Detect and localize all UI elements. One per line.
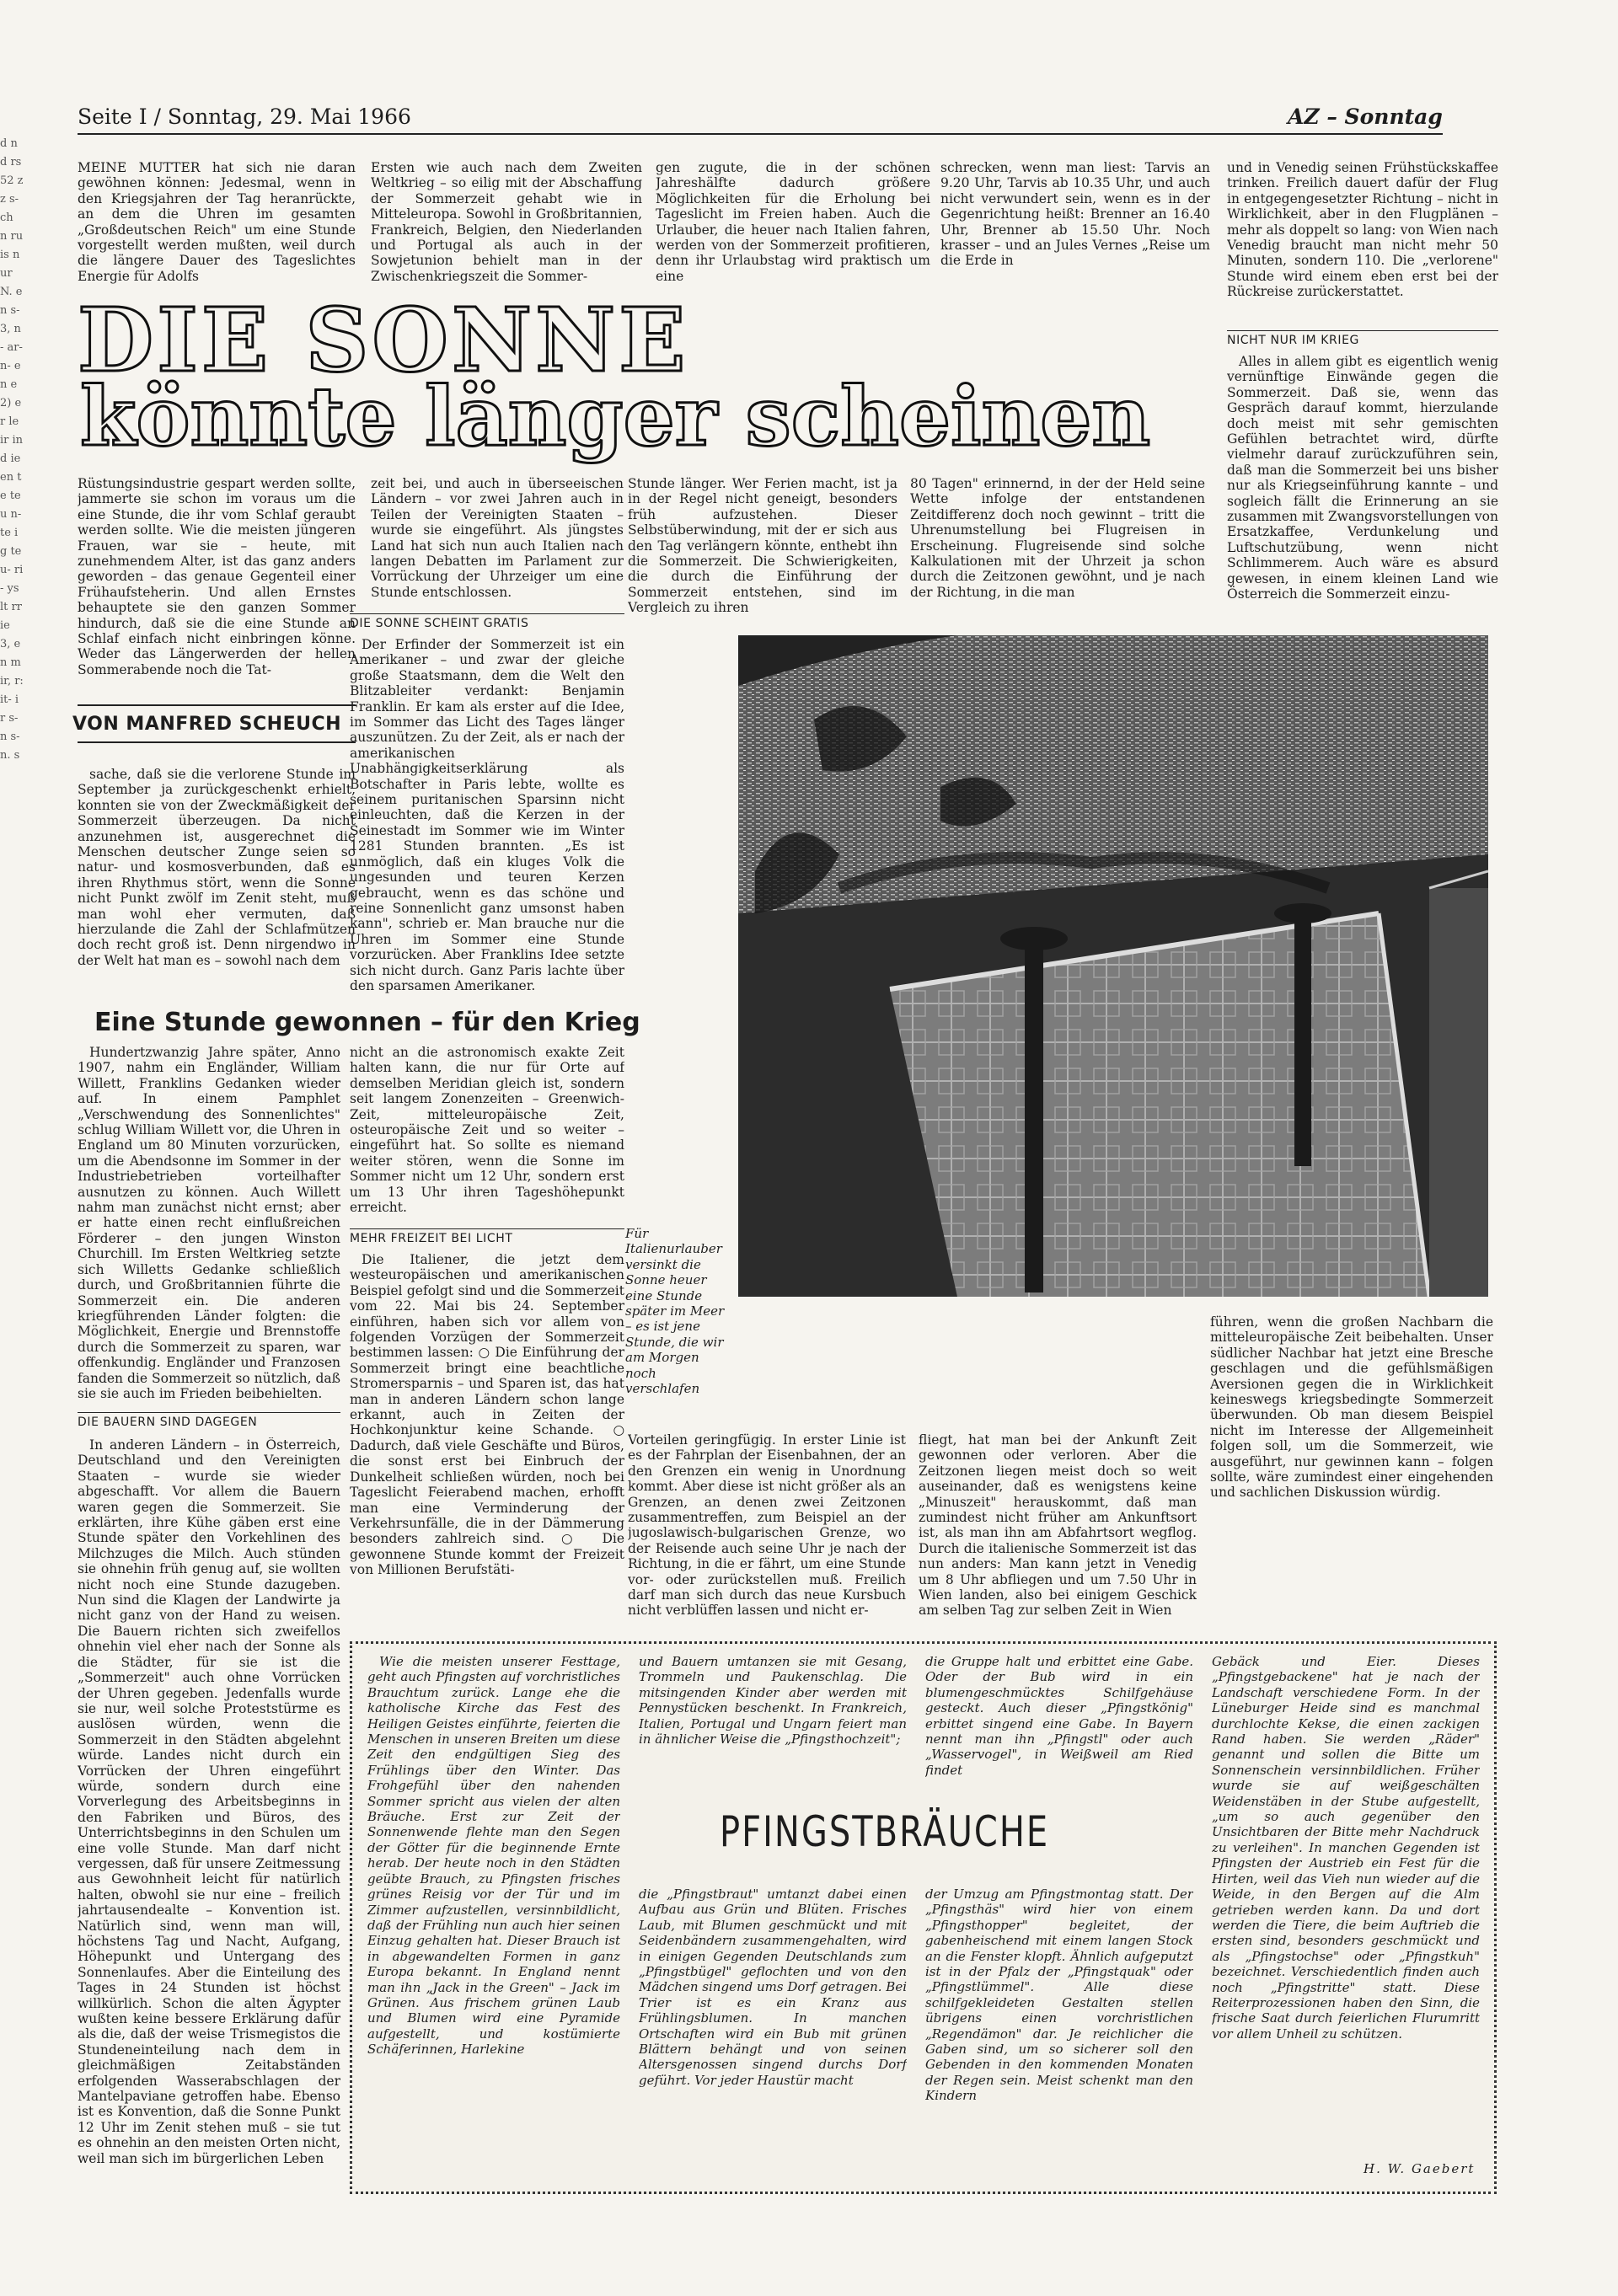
top-column-1 — [78, 160, 356, 286]
pfingstbraeuche-title: PFINGSTBRÄUCHE — [720, 1808, 1050, 1857]
lower-column-2-text: nicht an die astronomisch exakte Zeit halten kann, die nur für Orte auf demselben Meridian gleich ist, sondern seit langem Zonenzeiten – Greenwich-Zeit, mitteleuropäische Zeit, osteuropäische Zeit und so weiter – eingeführt hat. So sollte es niemand weiter stören, wenn die Sonne im Sommer nicht um 12 Uhr, sondern erst um 13 Uhr ihren Tageshöhepunkt erreicht. — [350, 1045, 624, 1216]
box-column-4-text: Gebäck und Eier. Dieses „Pfingstgebackene" hat je nach der Landschaft verschiedene Form. In der Lüneburger Heide sind es manchmal durchlochte Kekse, die einen zackigen Rand haben. Sie werden „Räder" genannt und sollen die Bitte um Sonnenschein versinnbildlichen. Früher wurde sie auf weißgeschälten Weidenstäben in der Stube aufgestellt, „um so auch gegenüber den Unsichtbaren der Bitte mehr Nachdruck zu verleihen". In manchen Gegenden ist Pfingsten der Austrieb ein Fest für die Hirten, weil das Vieh nun wieder auf die Weide, in den Bergen auf die Alm getrieben werden kann. Da und dort werden die Tiere, die beim Auftrieb die ersten sind, besonders geschmückt und als „Pfingstochse" oder „Pfingstkuh" bezeichnet. Verschiedentlich finden auch noch „Pfingstritte" statt. Diese Reiterprozessionen haben den Sinn, die frische Saat durch feierlichen Flurumritt vor allem Unheil zu schützen. — [1212, 1654, 1480, 2042]
box-column-2 — [639, 1654, 907, 1799]
lower-column-4-text: fliegt, hat man bei der Ankunft Zeit gewonnen oder verloren. Aber die Zeitzonen liegen meist doch so weit auseinander, daß es wenigstens keine „Minuszeit" herauskommt, daß man zumindest nicht früher am Ankunftsort ist, als man ihn am Abfahrtsort wegflog. Durch die italienische Sommerzeit ist das nun anders: Man kann jetzt in Venedig um 8 Uhr abfliegen und um 7.50 Uhr in Wien landen, also bei einigem Geschick am selben Tag zur selben Zeit in Wien — [919, 1432, 1197, 1619]
photo-illustration — [738, 635, 1488, 1297]
lower-column-5-text: führen, wenn die großen Nachbarn die mitteleuropäische Zeit beibehalten. Unser südlicher Nachbar hat jetzt eine Bresche geschlagen und die gefühlsmäßigen Aversionen gegen die in Wirklichkeit keineswegs kriegsbedingte Sommerzeit überwunden. Ob man diesem Beispiel nicht im Interesse der Allgemeinheit folgen soll, um die Sommerzeit, wie ausgeführt, nur gewinnen kann – folgen sollte, wäre zumindest einer eingehenden und sachlichen Diskussion würdig. — [1210, 1314, 1493, 1501]
box-column-3 — [925, 1654, 1193, 1799]
lower-column-2b — [350, 1252, 624, 1635]
right-column — [1227, 354, 1498, 632]
top-column-5-text: und in Venedig seinen Frühstückskaffee trinken. Freilich dauert dafür der Flug in entgegengesetzter Richtung – nicht in Wirklichkeit, aber in den Flugplänen – mehr als doppelt so lang: von Wien nach Venedig braucht man nicht mehr 50 Minuten, sondern 110. Die „verlorene" Stunde wird einem eben erst bei der Rückreise zurückerstattet. — [1227, 160, 1498, 300]
subhead-mehr-freizeit-bei-licht: MEHR FREIZEIT BEI LICHT — [350, 1228, 624, 1245]
box-author: H. W. Gaebert — [1364, 2161, 1476, 2176]
top-column-2-text: Ersten wie auch nach dem Zweiten Weltkrieg – so eilig mit der Abschaffung der Sommerzeit gehabt wie in Mitteleuropa. Sowohl in Großbritannien, Frankreich, Belgien, den Niederlanden und Portugal als auch in der Sowjetunion behielt man in der Zwischenkriegszeit die Sommer- — [371, 160, 642, 284]
box-column-1-text: Wie die meisten unserer Festtage, geht auch Pfingsten auf vorchristliches Brauchtum zurück. Lange ehe die katholische Kirche das Fest des Heiligen Geistes einführte, feierten die Menschen in unseren Breiten um diese Zeit den endgültigen Sieg des Frühlings über den Winter. Das Frohgefühl über den nahenden Sommer spricht aus vielen der alten Bräuche. Erst zur Zeit der Sonnenwende flehte man den Segen der Götter für die beginnende Ernte herab. Der heute noch in den Städten geübte Brauch, zu Pfingsten frisches grünes Reisig vor der Tür und im Zimmer aufzustellen, versinnbildlicht, daß der Frühling nun auch hier seinen Einzug gehalten hat. Dieser Brauch ist in abgewandelten Formen in ganz Europa bekannt. In England nennt man ihn „Jack in the Green" – Jack im Grünen. Aus frischem grünen Laub und Blumen wird eine Pyramide aufgestellt, und kostümierte Schäferinnen, Harlekine — [367, 1654, 620, 2058]
top-column-2 — [371, 160, 642, 286]
middle-column-4a — [910, 476, 1205, 619]
middle-column-2a — [371, 476, 624, 602]
lower-column-1-text: Hundertzwanzig Jahre später, Anno 1907, nahm ein Engländer, William Willett, Franklins Gedanken wieder auf. In einem Pamphlet „Verschwendung des Sonnenlichtes" schlug William Willett vor, die Uhren in England um 80 Minuten vorzurücken, um die Abendsonne im Sommer in der Industriebetrieben vorteilhafter ausnutzen zu können. Auch Willett nahm man zunächst nicht ernst; aber er hatte einen recht einflußreichen Förderer – den jungen Winston Churchill. Im Ersten Weltkrieg setzte sich Willetts Gedanke schließlich durch, und Großbritannien führte die Sommerzeit ein. Die anderen kriegführenden Länder folgten: die Möglichkeit, Energie und Brennstoffe durch die Sommerzeit zu sparen, war offenkundig. Engländer und Franzosen fanden die Sommerzeit so nützlich, daß sie sie auch im Frieden beibehielten. — [78, 1045, 340, 1401]
middle-column-2a-text: zeit bei, und auch in überseeischen Ländern – vor zwei Jahren auch in Teilen der Vereinigten Staaten – wurde sie eingeführt. Als jüngstes Land hat sich nun auch Italien nach langen Debatten im Parlament zur Vorrückung der Uhrzeiger um eine Stunde entschlossen. — [371, 476, 624, 600]
lower-column-3-text: Vorteilen geringfügig. In erster Linie ist es der Fahrplan der Eisenbahnen, der an den Grenzen ein wenig in Unordnung kommt. Aber diese ist nicht größer als an Grenzen, an denen zwei Zeitzonen zusammentreffen, zum Beispiel an der jugoslawisch-bulgarischen Grenze, wo der Reisende auch seine Uhr je nach der Richtung, in die er fährt, um eine Stunde vor- oder zurückstellen muß. Freilich darf man sich durch das neue Kursbuch nicht verblüffen lassen und nicht er- — [628, 1432, 906, 1619]
top-column-5 — [1227, 160, 1498, 320]
headline-line-2: könnte länger scheinen — [80, 369, 1151, 464]
box-column-2b — [639, 1887, 907, 2181]
byline-rule-top — [78, 704, 356, 706]
middle-column-1a — [78, 476, 356, 697]
margin-strip: d n d rs 52 zz s- ch n ru is n ur N. en s- 3, n- ar- n- en e 2) er le ir in d ie en te te u n- te ig te u- ri- ys lt rr ie 3, e n m ir, r: it- ir s- n s- n. s — [0, 137, 24, 762]
top-column-4-text: schrecken, wenn man liest: Tarvis an 9.20 Uhr, Tarvis ab 10.35 Uhr, und auch nicht verwundert sein, wenn es in der Gegenrichtung heißt: Brenner an 16.40 Uhr, Brenner ab 15.50 Uhr. Noch krasser – und an Jules Vernes „Reise um die Erde in — [940, 160, 1210, 269]
subhead-die-sonne-scheint-gratis: DIE SONNE SCHEINT GRATIS — [350, 613, 624, 630]
box-column-2b-text: die „Pfingstbraut" umtanzt dabei einen Aufbau aus Grün und Blüten. Frisches Laub, mit Blumen geschmückt und mit Seidenbändern zusammengehalten, wird in einigen Gegenden Deutschlands zum „Pfingstbügel" geflochten und von den Mädchen singend ums Dorf getragen. Bei Trier ist es ein Kranz aus Frühlingsblumen. In manchen Ortschaften wird ein Bub mit grünen Blättern behängt und von seinen Altersgenossen singend durchs Dorf geführt. Vor jeder Haustür macht — [639, 1887, 907, 2088]
box-column-3-text: die Gruppe halt und erbittet eine Gabe. Oder der Bub wird in ein blumengeschmücktes Schilfgehäuse gesteckt. Auch dieser „Pfingstkönig" erbittet singend eine Gabe. In Bayern nennt man ihn „Pfingstl" oder auch „Wasservogel", in Weißweil am Ried findet — [925, 1654, 1193, 1778]
pfingstbraeuche-box — [350, 1641, 1497, 2194]
photo-venice-square — [738, 635, 1488, 1297]
byline: VON MANFRED SCHEUCH — [72, 714, 342, 735]
middle-column-3a — [628, 476, 897, 619]
byline-rule-bottom — [78, 741, 356, 743]
middle-column-1b — [78, 767, 356, 994]
middle-column-4a-text: 80 Tagen" erinnernd, in der der Held seine Wette infolge der entstandenen Zeitdifferenz doch noch gewinnt – tritt die Uhrenumstellung bei Flugreisen in Erscheinung. Flugreisende sind solche Kalkulationen mit der Uhrzeit ja schon durch die Zeitzonen gewöhnt, und je nach der Richtung, in die man — [910, 476, 1205, 600]
box-column-3b-text: der Umzug am Pfingstmontag statt. Der „Pfingsthäs" wird hier von einem „Pfingsthopper" begleitet, der gabenheischend mit einem langen Stock an die Fenster klopft. Ähnlich aufgeputzt ist in der Pfalz der „Pfingstquak" oder „Pfingstlümmel". Alle diese schilfgekleideten Gestalten stellen übrigens einen vorchristlichen „Regendämon" dar. Je reichlicher die Gaben sind, um so sicherer soll den Gebenden in den kommenden Monaten der Regen sein. Meist schenkt man den Kindern — [925, 1887, 1193, 2104]
lower-column-2b-text: Die Italiener, die jetzt dem westeuropäischen und amerikanischen Beispiel gefolgt sind und die Sommerzeit vom 22. Mai bis 24. September einführen, haben sich vor allem von folgenden Vorzügen der Sommerzeit bestimmen lassen: ○ Die Einführung der Sommerzeit bringt eine beachtliche Stromersparnis – und Sparen ist, das hat man in anderen Ländern schon lange erkannt, auch in Zeiten der Hochkonjunktur keine Schande. ○ Dadurch, daß viele Geschäfte und Büros, die sonst erst bei Einbruch der Dunkelheit schließen würden, noch bei Tageslicht Feierabend machen, erhofft man eine Verminderung der Verkehrsunfälle, die in der Dämmerung besonders zahlreich sind. ○ Die gewonnene Stunde kommt der Freizeit von Millionen Berufstäti- — [350, 1252, 624, 1578]
top-column-3-text: gen zugute, die in der schönen Jahreshälfte dadurch größere Möglichkeiten für die Erholung bei Tageslicht im Freien haben. Auch die Urlauber, die heuer nach Italien fahren, werden von der Sommerzeit profitieren, denn ihr Urlaubstag wird praktisch um eine — [656, 160, 930, 284]
middle-column-1b-text: sache, daß sie die verlorene Stunde im September ja zurückgeschenkt erhielt, konnten sie von der Zweckmäßigkeit der Sommerzeit überzeugen. Da nicht anzunehmen ist, ausgerechnet die Menschen deutscher Zunge seien so natur- und kosmosverbunden, daß es ihren Rhythmus stört, wenn die Sonne nicht Punkt zwölf im Zenit steht, muß man wohl eher vermuten, daß hierzulande die Zahl der Schlafmützen doch recht groß ist. Denn nirgendwo in der Welt hat man es – sowohl nach dem — [78, 767, 356, 968]
lower-column-5 — [1210, 1314, 1493, 1633]
page-header-right: AZ – Sonntag — [1288, 104, 1443, 129]
page-header-left: Seite I / Sonntag, 29. Mai 1966 — [78, 104, 411, 129]
lower-column-2 — [350, 1045, 624, 1222]
top-column-4 — [940, 160, 1210, 286]
subhead-nicht-nur-im-krieg: NICHT NUR IM KRIEG — [1227, 330, 1498, 347]
box-column-1 — [367, 1654, 620, 2180]
lower-column-1b — [78, 1437, 340, 2267]
box-column-4 — [1212, 1654, 1480, 2160]
middle-column-2b-text: Der Erfinder der Sommerzeit ist ein Amerikaner – und zwar der gleiche große Staatsmann, dem die Welt den Blitzableiter verdankt: Benjamin Franklin. Er kam als erster auf die Idee, im Sommer das Licht des Tages länger auszunützen. Zu der Zeit, als er nach der amerikanischen Unabhängigkeitserklärung als Botschafter in Paris lebte, wollte es seinem puritanischen Sparsinn nicht einleuchten, daß die Kerzen in der Seinestadt im Sommer wie im Winter 1281 Stunden brannten. „Es ist unmöglich, daß ein kluges Volk die ungesunden und teuren Kerzen gebraucht, wenn es das schöne und reine Sonnenlicht ganz umsonst haben kann", schrieb er. Man brauche nur die Uhren im Sommer eine Stunde vorzurücken. Aber Franklins Idee setzte sich nicht durch. Ganz Paris lachte über den sparsamen Amerikaner. — [350, 637, 624, 993]
header-rule — [78, 133, 1443, 135]
box-column-2-text: und Bauern umtanzen sie mit Gesang, Trommeln und Paukenschlag. Die mitsingenden Kinder aber werden mit Pennystücken beschenkt. In Frankreich, Italien, Portugal und Ungarn feiert man in ähnlicher Weise die „Pfingsthochzeit"; — [639, 1654, 907, 1747]
middle-column-1a-text: Rüstungsindustrie gespart werden sollte, jammerte sie schon im voraus um die eine Stunde, die ihr vom Schlaf geraubt werden sollte. Wie die meisten jüngeren Frauen, war sie – heute, mit zunehmendem Alter, ist das ganz anders geworden – das genaue Gegenteil einer Frühaufsteherin. Und allen Ernstes behauptete sie den ganzen Sommer hindurch, daß sie die eine Stunde an Schlaf einfach nicht einbringen könne. Weder das Längerwerden der hellen Sommerabende noch die Tat- — [78, 476, 356, 677]
lower-column-3 — [628, 1432, 906, 1633]
subhead-die-bauern-sind-dagegen: DIE BAUERN SIND DAGEGEN — [78, 1412, 340, 1429]
middle-column-2b — [350, 637, 624, 994]
section-title: Eine Stunde gewonnen – für den Krieg — [94, 1008, 640, 1037]
box-column-3b — [925, 1887, 1193, 2181]
right-column-text: Alles in allem gibt es eigentlich wenig vernünftige Einwände gegen die Sommerzeit. Daß sie, wenn das Gespräch darauf kommt, hierzulande doch meist mit sehr gemischten Gefühlen betrachtet wird, dürfte vielmehr darauf zurückzuführen sein, daß man die Sommerzeit bei uns bisher nur als Kriegseinführung kannte – und sogleich fällt die Erinnerung an sie zusammen mit Zwangsvorstellungen von Ersatzkaffee, Verdunkelung und Luftschutzübung, wenn nicht Schlimmerem. Auch wäre es absurd gewesen, in einem kleinen Land wie Österreich die Sommerzeit einzu- — [1227, 354, 1498, 602]
lower-column-1 — [78, 1045, 340, 1407]
lower-column-1b-text: In anderen Ländern – in Österreich, Deutschland und den Vereinigten Staaten – wurde sie wieder abgeschafft. Vor allem die Bauern waren gegen die Sommerzeit. Sie erklärten, ihre Kühe gäben erst eine Stunde später den Vorkehlinen des Milchzuges die Milch. Auch stünden sie ohnehin früh genug auf, sie wollten nicht noch eine Stunde dazugeben. Nun sind die Klagen der Landwirte ja nicht ganz von der Hand zu weisen. Die Bauern richten sich zweifellos ohnehin viel eher nach der Sonne als die Städter, für sie ist die „Sommerzeit" auch ohne Vorrücken der Uhren gegeben. Jedenfalls wurde sie nur, weil solche Proteststürme es auslösen würden, wenn die Sommerzeit in den Städten abgelehnt würde. Landes nicht durch ein Vorrücken der Uhren eingeführt würde, sondern durch eine Vorverlegung des Arbeitsbeginns in den Fabriken und Büros, des Unterrichtsbeginns in den Schulen um eine volle Stunde. Man darf nicht vergessen, daß für unsere Zeitmessung aus Gewohnheit leicht für natürlich halten, obwohl sie nur eine – freilich jahrtausendealte – Konvention ist. Natürlich sind, wenn man will, höchstens Tag und Nacht, Aufgang, Höhepunkt und Untergang des Sonnenlaufes. Aber die Einteilung des Tages in 24 Stunden ist höchst willkürlich. Schon die alten Ägypter wußten keine bessere Erklärung dafür als die, daß der weise Trismegistos die Stundeneinteilung nach dem in gleichmäßigen Zeitabständen erfolgenden Wasserabschlagen der Mantelpaviane getroffen habe. Ebenso ist es Konvention, daß die Sonne Punkt 12 Uhr im Zenit stehen muß – sie tut es ohnehin an den meisten Orten nicht, weil man sich im bürgerlichen Leben — [78, 1437, 340, 2166]
top-column-3 — [656, 160, 930, 286]
headline-line-1: DIE SONNE — [78, 288, 689, 392]
middle-column-3a-text: Stunde länger. Wer Ferien macht, ist ja in der Regel nicht geneigt, besonders früh aufzustehen. Dieser Selbstüberwindung, mit der er sich aus den Tag verlängern könnte, enthebt ihn die Sommerzeit. Die Schwierigkeiten, die durch die Einführung der Sommerzeit entstehen, sind im Vergleich zu ihren — [628, 476, 897, 616]
top-column-1-text: MEINE MUTTER hat sich nie daran gewöhnen können: Jedesmal, wenn in den Kriegsjahren der Tag heranrückte, an dem die Uhren im gesamten „Großdeutschen Reich" um eine Stunde vorgestellt werden mußten, weil durch die längere Dauer des Tageslichtes Energie für Adolfs — [78, 160, 356, 284]
lower-column-4 — [919, 1432, 1197, 1633]
photo-caption: Für Italienurlauber versinkt die Sonne heuer eine Stunde später im Meer – es ist jene Stunde, die wir am Morgen noch verschlafen — [625, 1226, 725, 1397]
